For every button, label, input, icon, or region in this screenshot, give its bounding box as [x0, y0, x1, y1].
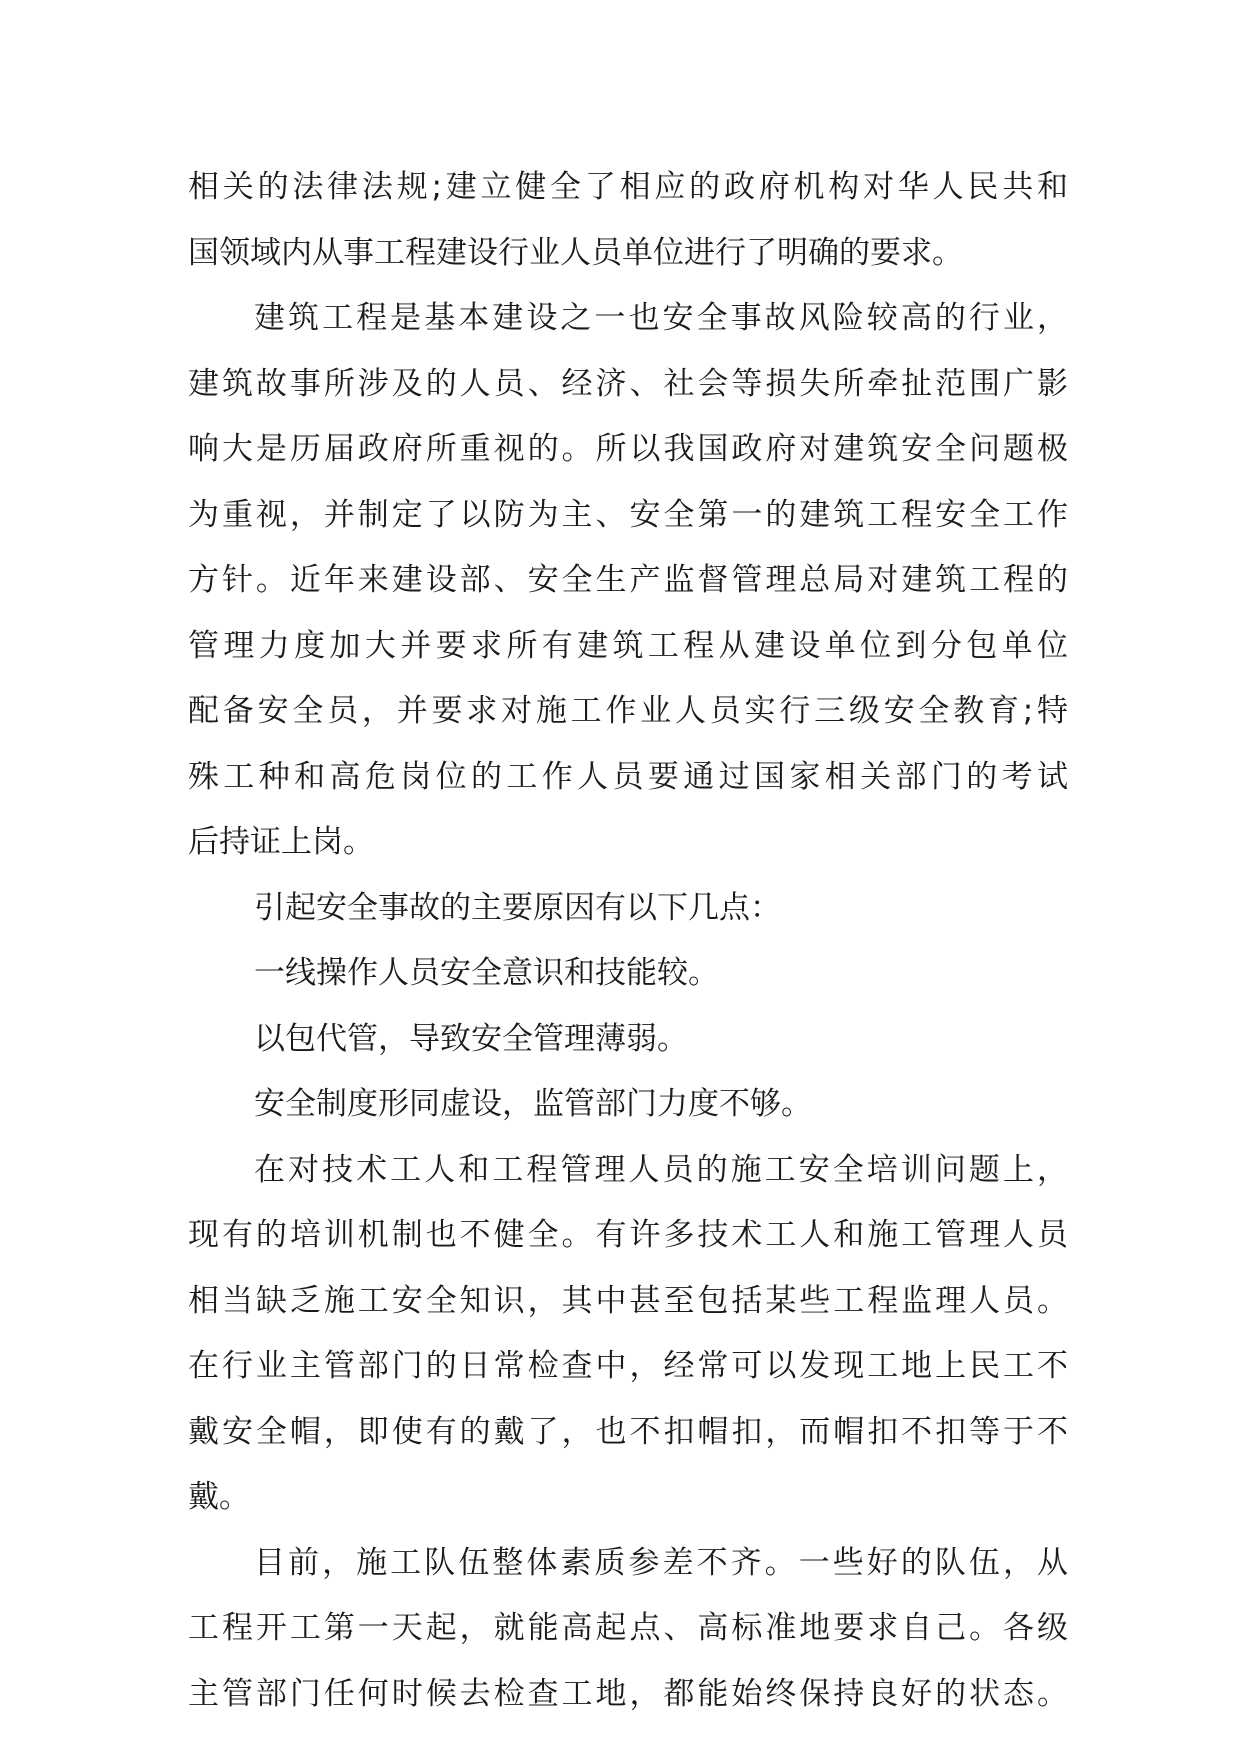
text-line: 建筑工程是基本建设之一也安全事故风险较高的行业，	[254, 300, 1068, 336]
text-line: 引起安全事故的主要原因有以下几点：	[254, 889, 781, 926]
text-line: 主管部门任何时候去检查工地，都能始终保持良好的状态。	[188, 1675, 1068, 1712]
text-line: 现有的培训机制也不健全。有许多技术工人和施工管理人员	[188, 1217, 1068, 1253]
text-line: 管理力度加大并要求所有建筑工程从建设单位到分包单位	[188, 627, 1068, 664]
text-line: 后持证上岗。	[188, 824, 374, 860]
text-line: 配备安全员，并要求对施工作业人员实行三级安全教育;特	[188, 693, 1068, 729]
text-line: 国领域内从事工程建设行业人员单位进行了明确的要求。	[188, 234, 963, 271]
text-line: 在对技术工人和工程管理人员的施工安全培训问题上，	[254, 1151, 1068, 1188]
text-line: 工程开工第一天起，就能高起点、高标准地要求自己。各级	[188, 1610, 1068, 1646]
text-line: 一线操作人员安全意识和技能较。	[254, 955, 719, 991]
text-line: 方针。近年来建设部、安全生产监督管理总局对建筑工程的	[188, 562, 1068, 598]
text-line: 相关的法律法规;建立健全了相应的政府机构对华人民共和	[188, 169, 1068, 205]
text-line: 相当缺乏施工安全知识，其中甚至包括某些工程监理人员。	[188, 1282, 1068, 1319]
text-line: 为重视，并制定了以防为主、安全第一的建筑工程安全工作	[188, 496, 1068, 533]
text-line: 响大是历届政府所重视的。所以我国政府对建筑安全问题极	[188, 431, 1068, 467]
text-line: 戴安全帽，即使有的戴了，也不扣帽扣，而帽扣不扣等于不	[188, 1413, 1068, 1450]
document-body	[188, 155, 1068, 1727]
text-line: 目前，施工队伍整体素质参差不齐。一些好的队伍，从	[254, 1544, 1068, 1581]
text-line: 殊工种和高危岗位的工作人员要通过国家相关部门的考试	[188, 758, 1068, 795]
text-line: 以包代管，导致安全管理薄弱。	[254, 1020, 688, 1057]
text-line: 戴。	[188, 1479, 250, 1515]
text-line: 建筑故事所涉及的人员、经济、社会等损失所牵扯范围广影	[188, 365, 1068, 402]
text-line: 在行业主管部门的日常检查中，经常可以发现工地上民工不	[188, 1348, 1068, 1384]
text-line: 安全制度形同虚设，监管部门力度不够。	[254, 1086, 812, 1122]
